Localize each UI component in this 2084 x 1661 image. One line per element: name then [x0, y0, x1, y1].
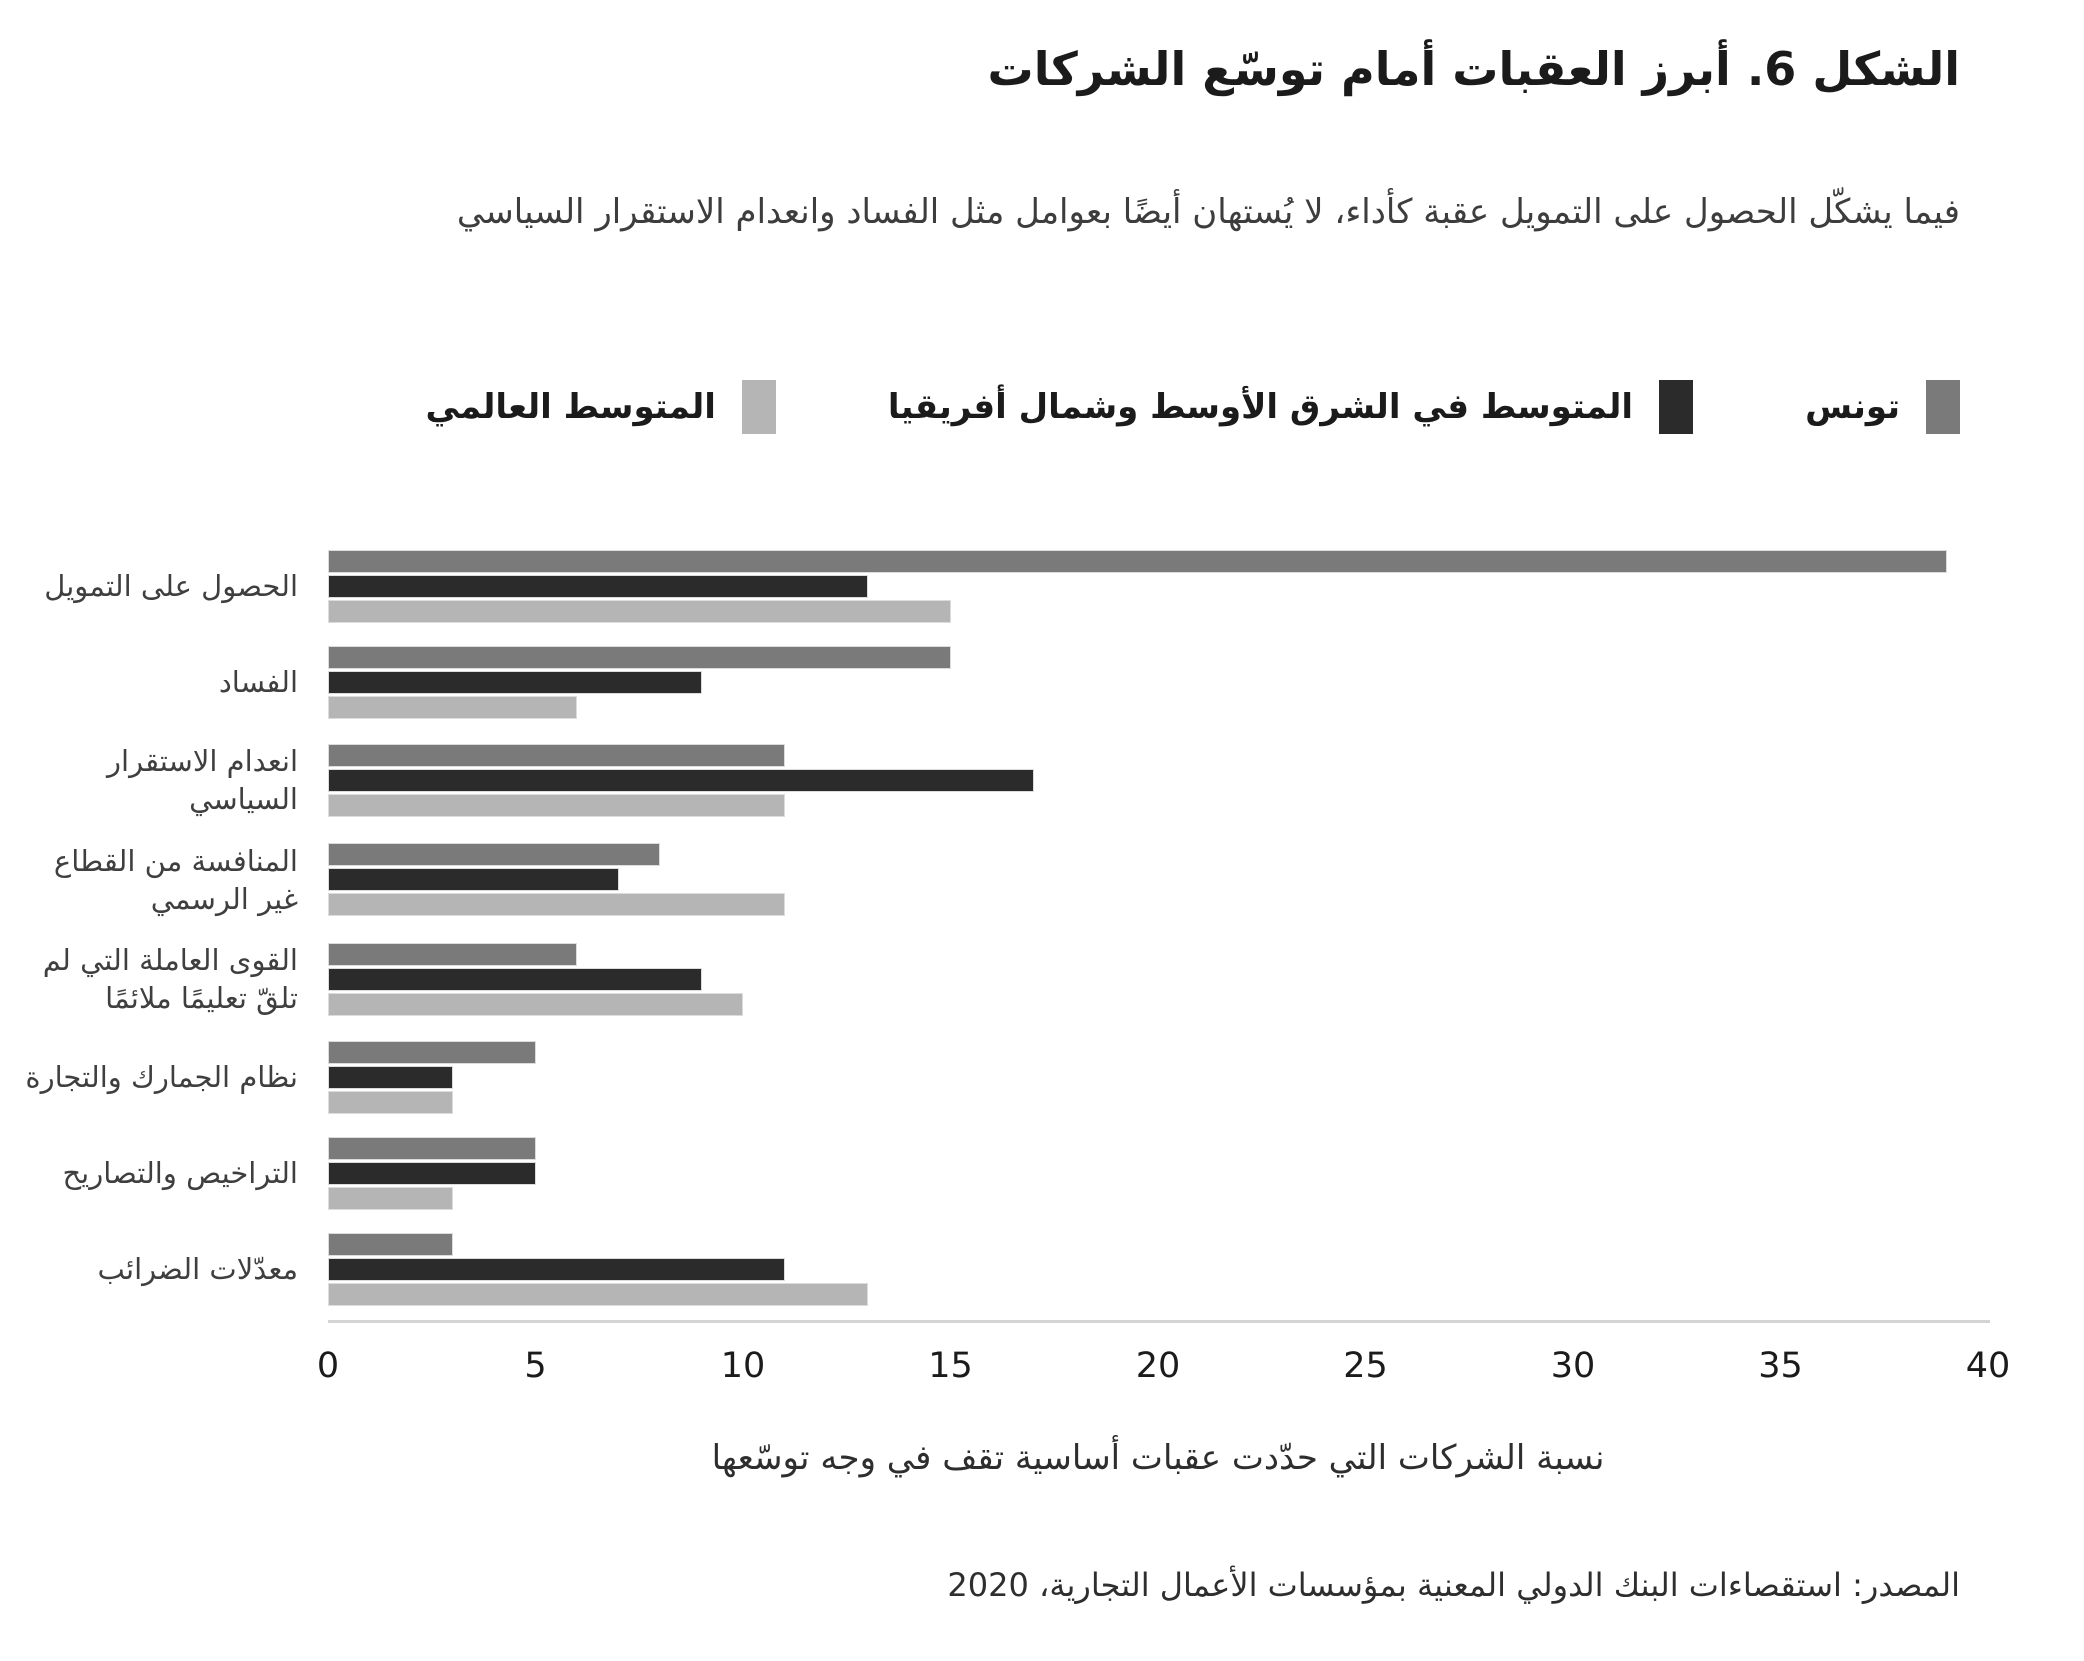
- bar-row: [328, 1137, 1988, 1160]
- category-label-line: نظام الجمارك والتجارة: [25, 1059, 298, 1094]
- bar-row: [328, 943, 1988, 966]
- bar-row: [328, 843, 1988, 866]
- bar-series-2: [328, 794, 785, 817]
- bar-series-2: [328, 893, 785, 916]
- x-axis-line: [328, 1320, 1990, 1323]
- bar-group: [0, 1137, 2084, 1210]
- bar-row: [328, 744, 1988, 767]
- legend-swatch-icon: [742, 380, 776, 434]
- bar-row: [328, 893, 1988, 916]
- bar-row: [328, 868, 1988, 891]
- chart-title: الشكل 6. أبرز العقبات أمام توسّع الشركات: [987, 42, 1960, 96]
- bars-wrap: [328, 744, 1988, 817]
- bar-series-1: [328, 1258, 785, 1281]
- category-label: [0, 663, 328, 701]
- bar-series-0: [328, 646, 951, 669]
- bar-row: [328, 575, 1988, 598]
- bar-series-1: [328, 968, 702, 991]
- bar-series-1: [328, 1066, 453, 1089]
- category-label-line: المنافسة من القطاع: [53, 843, 298, 878]
- bar-series-2: [328, 1091, 453, 1114]
- bars-wrap: [328, 843, 1988, 916]
- bar-row: [328, 600, 1988, 623]
- bar-series-0: [328, 1233, 453, 1256]
- bar-series-0: [328, 744, 785, 767]
- bars-wrap: [328, 1041, 1988, 1114]
- bar-row: [328, 1283, 1988, 1306]
- bar-row: [328, 1187, 1988, 1210]
- category-label-line: غير الرسمي: [150, 881, 298, 916]
- source-note: المصدر: استقصاءات البنك الدولي المعنية بمؤسسات الأعمال التجارية، 2020: [947, 1566, 1960, 1604]
- plot-area: [0, 550, 2084, 1306]
- category-label-line: انعدام الاستقرار: [107, 744, 298, 778]
- bar-series-1: [328, 769, 1034, 792]
- bar-row: [328, 1233, 1988, 1256]
- x-axis-label: نسبة الشركات التي حدّدت عقبات أساسية تقف في وجه توسّعها: [711, 1438, 1605, 1478]
- bar-row: [328, 550, 1988, 573]
- legend-label: المتوسط في الشرق الأوسط وشمال أفريقيا: [887, 387, 1634, 427]
- category-label-line: الفساد: [218, 665, 298, 700]
- bar-series-0: [328, 1041, 536, 1064]
- bar-row: [328, 646, 1988, 669]
- bars-wrap: [328, 1233, 1988, 1306]
- legend-item-series-1: [888, 380, 1693, 434]
- bar-row: [328, 769, 1988, 792]
- legend-label: المتوسط العالمي: [425, 387, 716, 427]
- category-label: [0, 1154, 328, 1192]
- bar-series-2: [328, 1187, 453, 1210]
- category-label-line: معدّلات الضرائب: [97, 1251, 298, 1286]
- category-label: [0, 1250, 328, 1288]
- bar-row: [328, 1041, 1988, 1064]
- legend-swatch-icon: [1926, 380, 1960, 434]
- legend-item-series-2: [425, 380, 775, 434]
- bar-series-2: [328, 696, 577, 719]
- bar-group: [0, 842, 2084, 919]
- x-tick-30: 30: [1550, 1346, 1596, 1386]
- bars-wrap: [328, 943, 1988, 1016]
- bars-wrap: [328, 1137, 1988, 1210]
- category-label-line: الحصول على التمويل: [44, 569, 298, 604]
- bar-row: [328, 1258, 1988, 1281]
- bar-group: [0, 1041, 2084, 1114]
- bar-group: [0, 1233, 2084, 1306]
- bar-series-1: [328, 671, 702, 694]
- bar-row: [328, 671, 1988, 694]
- legend-item-series-0: [1805, 380, 1960, 434]
- bar-series-0: [328, 550, 1947, 573]
- bar-series-2: [328, 1283, 868, 1306]
- bar-row: [328, 696, 1988, 719]
- x-tick-25: 25: [1343, 1346, 1388, 1386]
- x-tick-5: 5: [524, 1346, 547, 1386]
- bar-row: [328, 968, 1988, 991]
- x-tick-0: 0: [316, 1346, 340, 1386]
- bar-series-0: [328, 843, 660, 866]
- bar-series-0: [328, 1137, 536, 1160]
- category-label: [0, 742, 328, 819]
- category-label: [0, 842, 328, 919]
- x-axis-ticks: [316, 1346, 2011, 1390]
- category-label: [0, 1058, 328, 1096]
- bar-group: [0, 550, 2084, 623]
- category-label: [0, 567, 328, 605]
- x-tick-35: 35: [1758, 1346, 1803, 1386]
- x-tick-20: 20: [1135, 1346, 1181, 1386]
- bar-series-2: [328, 600, 951, 623]
- bar-row: [328, 1066, 1988, 1089]
- bar-row: [328, 993, 1988, 1016]
- bar-series-2: [328, 993, 743, 1016]
- x-tick-15: 15: [928, 1346, 973, 1386]
- bar-series-1: [328, 868, 619, 891]
- x-tick-10: 10: [720, 1346, 766, 1386]
- bar-series-0: [328, 943, 577, 966]
- legend: [425, 380, 1960, 434]
- bar-group: [0, 646, 2084, 719]
- category-label: [0, 941, 328, 1018]
- chart-subtitle: فيما يشكّل الحصول على التمويل عقبة كأداء، لا يُستهان أيضًا بعوامل مثل الفساد وانعدام الاستقرار السياسي: [456, 192, 1960, 232]
- x-tick-40: 40: [1965, 1346, 2011, 1386]
- bar-group: [0, 742, 2084, 819]
- category-label-line: التراخيص والتصاريح: [62, 1155, 298, 1190]
- bar-series-1: [328, 575, 868, 598]
- bars-wrap: [328, 550, 1988, 623]
- bar-series-1: [328, 1162, 536, 1185]
- bar-row: [328, 794, 1988, 817]
- bar-group: [0, 941, 2084, 1018]
- category-label-line: السياسي: [189, 782, 298, 817]
- bar-row: [328, 1091, 1988, 1114]
- bars-wrap: [328, 646, 1988, 719]
- bar-row: [328, 1162, 1988, 1185]
- category-label-line: تلقّ تعليمًا ملائمًا: [105, 981, 298, 1016]
- category-label-line: القوى العاملة التي لم: [42, 943, 298, 978]
- legend-label: تونس: [1805, 387, 1900, 427]
- legend-swatch-icon: [1659, 380, 1693, 434]
